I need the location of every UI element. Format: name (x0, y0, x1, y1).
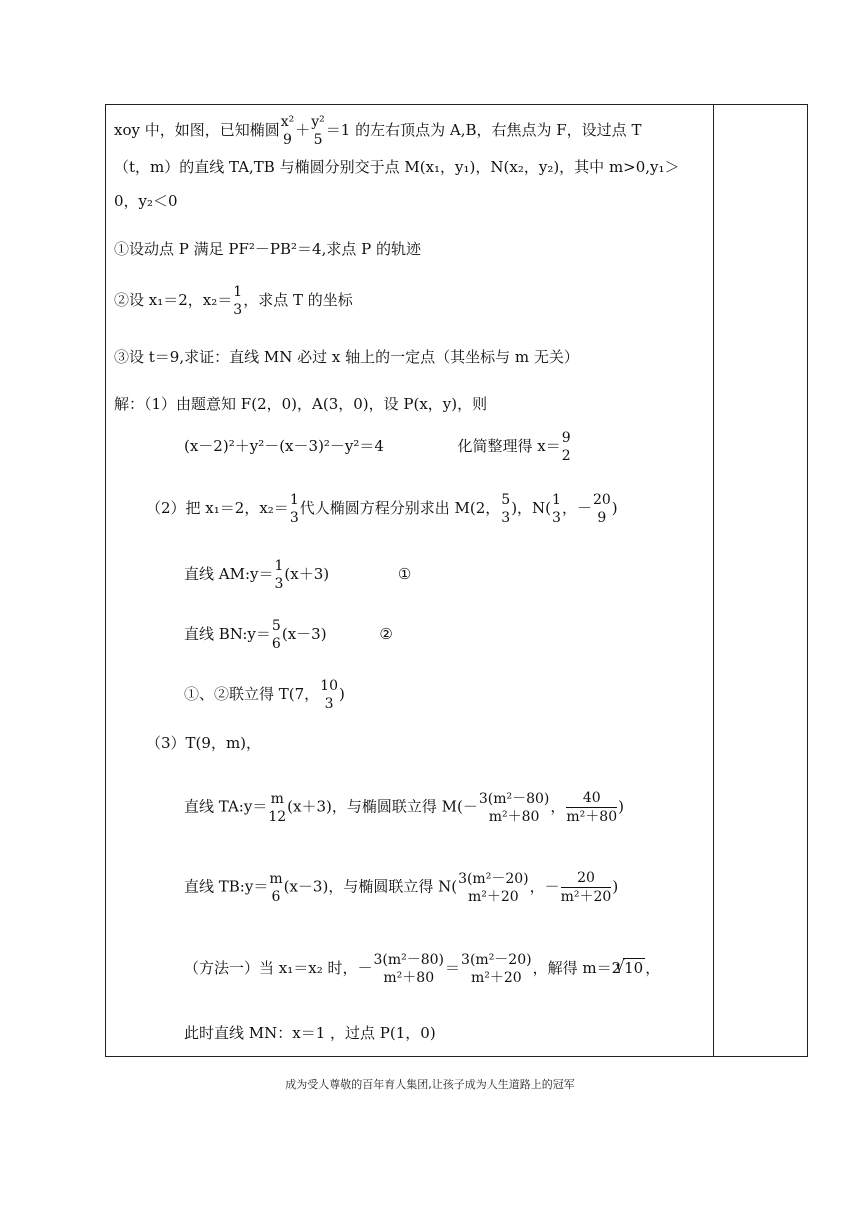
point-t: ①、②联立得 T(7， 10 3 ) (184, 678, 345, 712)
content-cell (114, 105, 710, 1056)
solution-1-equation: (x－2)²＋y²－(x－3)²－y²＝4 化简整理得 x＝ 9 2 (184, 430, 571, 464)
fraction: y² 5 (311, 114, 325, 148)
line-bn: 直线 BN:y＝ 5 6 (x－3) ② (184, 618, 393, 652)
question-2: ②设 x₁＝2，x₂＝ 1 3 ，求点 T 的坐标 (114, 284, 353, 318)
fraction: 9 2 (561, 430, 571, 464)
fraction: 3(m²－80) m²＋80 (478, 790, 550, 825)
fraction: x² 9 (280, 114, 295, 148)
fraction: 3(m²－20) m²＋20 (458, 870, 529, 905)
line-ta: 直线 TA:y＝ m 12 (x＋3)，与椭圆联立得 M(－ 3(m²－80) m²＋80 ， $\frac{40}{\text{m²＋80}}$ ) (184, 790, 624, 825)
solution-3: （3）T(9，m)， (146, 734, 262, 752)
fraction: m 6 (269, 870, 283, 905)
fraction: m 12 (268, 790, 287, 825)
fraction: 1 3 (274, 558, 284, 592)
square-root: √ 10 (623, 958, 645, 977)
fraction: 1 3 (233, 284, 243, 318)
question-3: ③设 t＝9,求证：直线 MN 必过 x 轴上的一定点（其坐标与 m 无关） (114, 348, 579, 366)
line-am: 直线 AM:y＝ 1 3 (x＋3) ① (184, 558, 412, 592)
content-table (105, 104, 808, 1057)
solution-1: 解：（1）由题意知 F(2，0)，A(3，0)，设 P(x，y)，则 (114, 395, 488, 413)
fraction: $\frac{40}{\text{m²＋80}}$ (566, 790, 618, 825)
fraction: 1 3 (552, 492, 561, 526)
fraction: 1 3 (289, 492, 299, 526)
table-divider (713, 105, 714, 1056)
solution-2: （2）把 x₁＝2，x₂＝ 1 3 代人椭圆方程分别求出 M(2， 5 3 )，N( 1 3 ，－ 20 9 ) (146, 492, 618, 526)
problem-line-2: （t，m）的直线 TA,TB 与椭圆分别交于点 M(x₁，y₁)，N(x₂，y₂)，其中 m>0,y₁＞ (114, 158, 680, 176)
problem-line-3: 0，y₂＜0 (114, 192, 178, 210)
line-tb: 直线 TB:y＝ m 6 (x－3)，与椭圆联立得 N( 3(m²－20) m²＋20 ，－ $\frac{20}{\text{m²＋20}}$ ) (184, 870, 619, 905)
question-1: ①设动点 P 满足 PF²－PB²＝4,求点 P 的轨迹 (114, 240, 421, 258)
fraction: 20 9 (592, 492, 611, 526)
page-footer: 成为受人尊敬的百年育人集团,让孩子成为人生道路上的冠军 (285, 1078, 575, 1091)
fraction: 5 3 (501, 492, 511, 526)
fraction: 5 6 (271, 618, 281, 652)
fraction: 10 3 (320, 678, 338, 712)
problem-line-1: xoy 中，如图，已知椭圆 x² 9 ＋ y² 5 ＝1 的左右顶点为 A,B，右焦点为 F，设过点 T (114, 114, 642, 148)
fraction: 3(m²－80) m²＋80 (373, 952, 445, 986)
method-one: （方法一）当 x₁＝x₂ 时，－ 3(m²－80) m²＋80 ＝ 3(m²－20) m²＋20 ，解得 m＝2√ 10 ， (184, 951, 660, 987)
final-line: 此时直线 MN：x＝1 ，过点 P(1，0) (184, 1024, 436, 1042)
fraction: $\frac{20}{\text{m²＋20}}$ (560, 870, 612, 905)
fraction: 3(m²－20) m²＋20 (461, 952, 532, 986)
